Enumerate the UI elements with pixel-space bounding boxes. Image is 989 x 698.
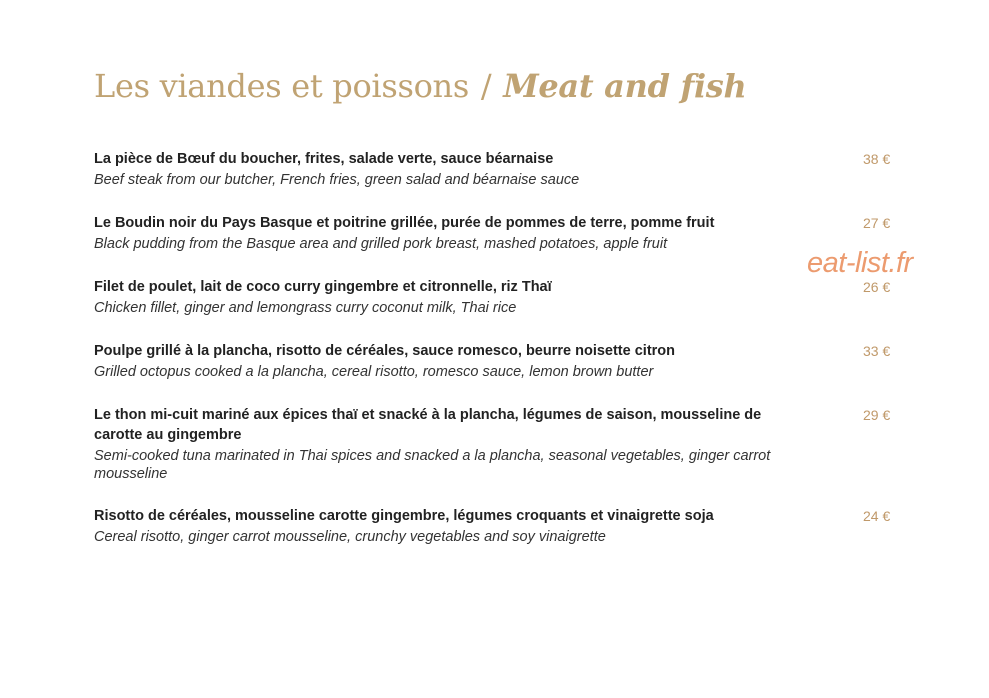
dish-price: 38 €	[863, 151, 891, 167]
dish-name-fr: Risotto de céréales, mousseline carotte gingembre, légumes croquants et vinaigrette soja	[94, 508, 714, 524]
menu-item	[94, 149, 914, 189]
watermark-text: eat-list.fr	[807, 247, 913, 279]
menu-item	[94, 277, 914, 317]
dish-name-en: Black pudding from the Basque area and grilled pork breast, mashed potatoes, apple fruit	[94, 236, 668, 252]
dish-name-fr: La pièce de Bœuf du boucher, frites, salade verte, sauce béarnaise	[94, 151, 554, 167]
menu-item	[94, 405, 914, 483]
dish-name-en: Semi-cooked tuna marinated in Thai spices and snacked a la plancha, seasonal vegetables, ginger carrot mousseline	[94, 448, 771, 482]
dish-name-fr: Le thon mi-cuit mariné aux épices thaï et snacké à la plancha, légumes de saison, mousseline de carotte au gingembre	[94, 407, 762, 443]
dish-name-fr: Le Boudin noir du Pays Basque et poitrine grillée, purée de pommes de terre, pomme fruit	[94, 215, 715, 231]
dish-name-en: Cereal risotto, ginger carrot mousseline, crunchy vegetables and soy vinaigrette	[94, 529, 606, 545]
dish-price: 27 €	[863, 215, 891, 231]
dish-name-fr: Filet de poulet, lait de coco curry gingembre et citronnelle, riz Thaï	[94, 279, 552, 295]
section-title-fr: Les viandes et poissons	[94, 67, 469, 105]
menu-item	[94, 341, 914, 381]
dish-name-en: Beef steak from our butcher, French fries, green salad and béarnaise sauce	[94, 172, 580, 188]
menu-item	[94, 506, 914, 546]
dish-price: 33 €	[863, 343, 891, 359]
title-separator: /	[480, 67, 492, 105]
dish-price: 26 €	[863, 279, 891, 295]
menu-item	[94, 213, 914, 253]
section-title-en: Meat and fish	[503, 67, 747, 105]
dish-price: 24 €	[863, 508, 891, 524]
section-title	[94, 66, 747, 106]
dish-price: 29 €	[863, 407, 891, 423]
dish-name-en: Chicken fillet, ginger and lemongrass curry coconut milk, Thai rice	[94, 300, 517, 316]
dish-name-fr: Poulpe grillé à la plancha, risotto de céréales, sauce romesco, beurre noisette citron	[94, 343, 676, 359]
dish-name-en: Grilled octopus cooked a la plancha, cereal risotto, romesco sauce, lemon brown butter	[94, 364, 654, 380]
